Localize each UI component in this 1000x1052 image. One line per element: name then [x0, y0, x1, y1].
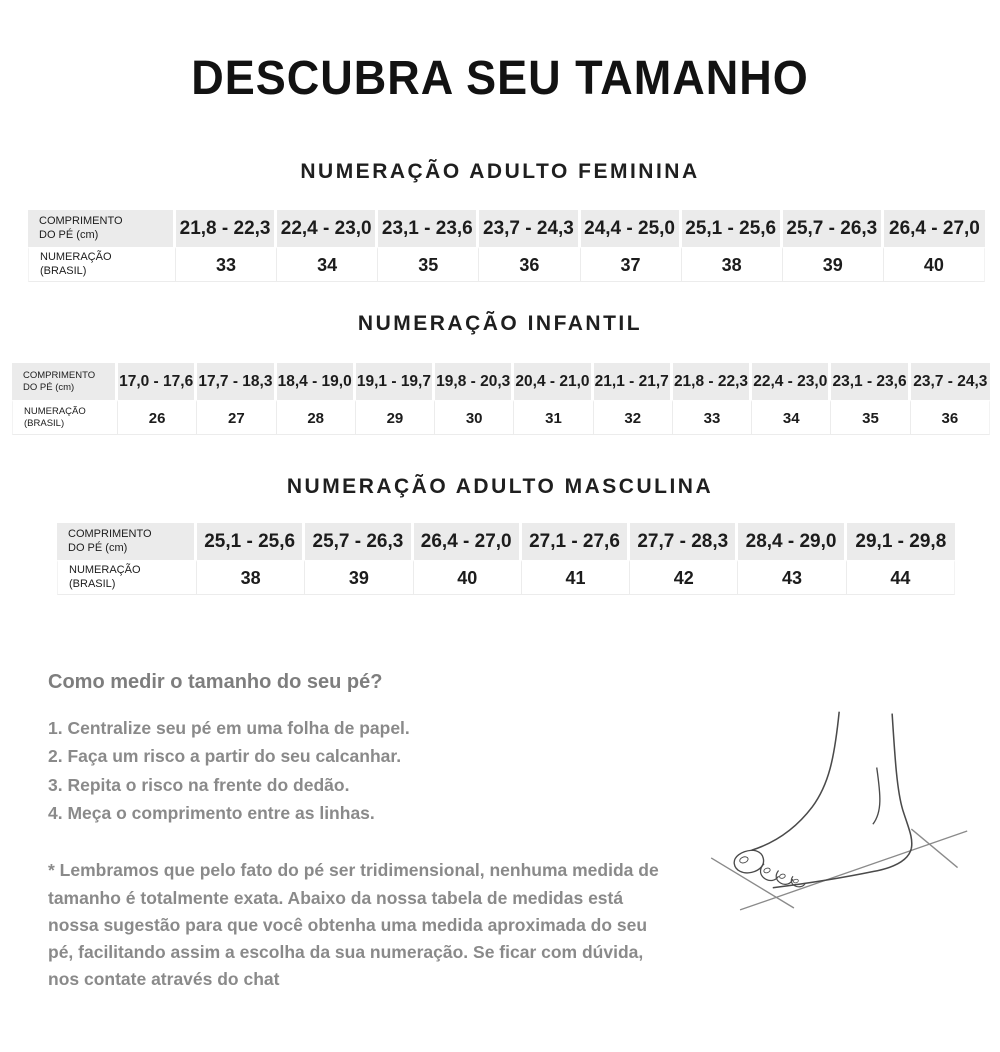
shoe-size-cell: 39: [783, 247, 884, 282]
foot-length-range-cell: 21,1 - 21,7: [594, 363, 673, 400]
size-table-masculina: [57, 523, 955, 595]
foot-length-range-cell: 23,7 - 24,3: [911, 363, 990, 400]
shoe-size-cell: 35: [378, 247, 479, 282]
shoe-size-cell: 27: [197, 400, 276, 435]
foot-length-range-cell: 24,4 - 25,0: [581, 210, 682, 247]
section-infantil: [0, 312, 1000, 435]
foot-length-range-cell: 17,0 - 17,6: [118, 363, 197, 400]
shoe-size-cell: 32: [594, 400, 673, 435]
page-title: DESCUBRA SEU TAMANHO: [191, 49, 809, 105]
foot-length-range-cell: 19,8 - 20,3: [435, 363, 514, 400]
size-table-wrap-feminina: [28, 210, 985, 282]
shoe-size-cell: 31: [514, 400, 593, 435]
shoe-size-cell: 29: [356, 400, 435, 435]
foot-length-range-cell: 23,1 - 23,6: [831, 363, 910, 400]
shoe-size-cell: 43: [738, 560, 846, 595]
foot-length-label: COMPRIMENTO DO PÉ (cm): [12, 363, 118, 400]
foot-length-range-cell: 27,7 - 28,3: [630, 523, 738, 560]
shoe-size-cell: 38: [197, 560, 305, 595]
foot-length-range-cell: 22,4 - 23,0: [277, 210, 378, 247]
instruction-step-3: 3. Repita o risco na frente do dedão.: [48, 774, 350, 795]
measure-instructions-text: [48, 671, 676, 993]
shoe-size-cell: 34: [752, 400, 831, 435]
shoe-size-cell: 36: [479, 247, 580, 282]
instruction-step-2: 2. Faça um risco a partir do seu calcanhar.: [48, 746, 402, 767]
foot-length-range-cell: 19,1 - 19,7: [356, 363, 435, 400]
foot-length-range-cell: 26,4 - 27,0: [414, 523, 522, 560]
foot-length-range-cell: 28,4 - 29,0: [738, 523, 846, 560]
foot-length-range-cell: 22,4 - 23,0: [752, 363, 831, 400]
foot-length-label: COMPRIMENTO DO PÉ (cm): [28, 210, 176, 247]
foot-length-range-cell: 29,1 - 29,8: [847, 523, 955, 560]
shoe-size-cell: 38: [682, 247, 783, 282]
size-table-feminina: [28, 210, 985, 282]
shoe-size-cell: 40: [884, 247, 985, 282]
shoe-size-cell: 44: [847, 560, 955, 595]
foot-length-range-cell: 25,7 - 26,3: [305, 523, 413, 560]
foot-length-range-cell: 23,7 - 24,3: [479, 210, 580, 247]
foot-length-range-cell: 25,7 - 26,3: [783, 210, 884, 247]
size-table-wrap-masculina: [57, 523, 955, 595]
shoe-size-cell: 37: [581, 247, 682, 282]
size-table-wrap-infantil: [12, 363, 990, 435]
instruction-step-1: 1. Centralize seu pé em uma folha de papel.: [48, 718, 410, 738]
foot-length-label: COMPRIMENTO DO PÉ (cm): [57, 523, 197, 560]
foot-length-range-cell: 21,8 - 22,3: [176, 210, 277, 247]
measurement-note: * Lembramos que pelo fato do pé ser tridimensional, nenhuma medida de tamanho é totalmente exata. Abaixo da nossa tabela de medidas está nossa sugestão para que você obtenha uma medida aproximada do seu pé, facilitando assim a escolha da sua numeração. Se ficar com dúvida, nos contate através do chat: [48, 860, 659, 989]
shoe-size-cell: 33: [673, 400, 752, 435]
foot-length-range-cell: 20,4 - 21,0: [514, 363, 593, 400]
foot-length-range-cell: 27,1 - 27,6: [522, 523, 630, 560]
shoe-size-cell: 30: [435, 400, 514, 435]
shoe-size-cell: 34: [277, 247, 378, 282]
instructions-heading: Como medir o tamanho do seu pé?: [48, 671, 383, 693]
shoe-size-cell: 33: [176, 247, 277, 282]
foot-length-range-cell: 23,1 - 23,6: [378, 210, 479, 247]
shoe-size-cell: 42: [630, 560, 738, 595]
foot-length-range-cell: 18,4 - 19,0: [277, 363, 356, 400]
shoe-size-cell: 36: [911, 400, 990, 435]
shoe-size-label: NUMERAÇÃO (BRASIL): [12, 400, 118, 435]
section-adulto-feminina: [0, 160, 1000, 282]
foot-length-range-cell: 25,1 - 25,6: [197, 523, 305, 560]
shoe-size-label: NUMERAÇÃO (BRASIL): [57, 560, 197, 595]
shoe-size-cell: 26: [118, 400, 197, 435]
measure-instructions-block: [48, 671, 1000, 993]
shoe-size-cell: 39: [305, 560, 413, 595]
section-heading-masculina: NUMERAÇÃO ADULTO MASCULINA: [286, 475, 714, 498]
foot-length-range-cell: 17,7 - 18,3: [197, 363, 276, 400]
foot-length-range-cell: 26,4 - 27,0: [884, 210, 985, 247]
shoe-size-cell: 35: [831, 400, 910, 435]
shoe-size-cell: 28: [277, 400, 356, 435]
foot-illustration: [690, 705, 998, 962]
size-table-infantil: [12, 363, 990, 435]
foot-length-range-cell: 25,1 - 25,6: [682, 210, 783, 247]
instruction-step-4: 4. Meça o comprimento entre as linhas.: [48, 803, 375, 824]
section-heading-infantil: NUMERAÇÃO INFANTIL: [357, 312, 643, 335]
foot-length-range-cell: 21,8 - 22,3: [673, 363, 752, 400]
foot-line-drawing-icon: [690, 705, 998, 957]
section-heading-feminina: NUMERAÇÃO ADULTO FEMININA: [300, 160, 700, 183]
shoe-size-cell: 41: [522, 560, 630, 595]
shoe-size-label: NUMERAÇÃO (BRASIL): [28, 247, 176, 282]
section-adulto-masculina: [0, 475, 1000, 595]
shoe-size-cell: 40: [414, 560, 522, 595]
